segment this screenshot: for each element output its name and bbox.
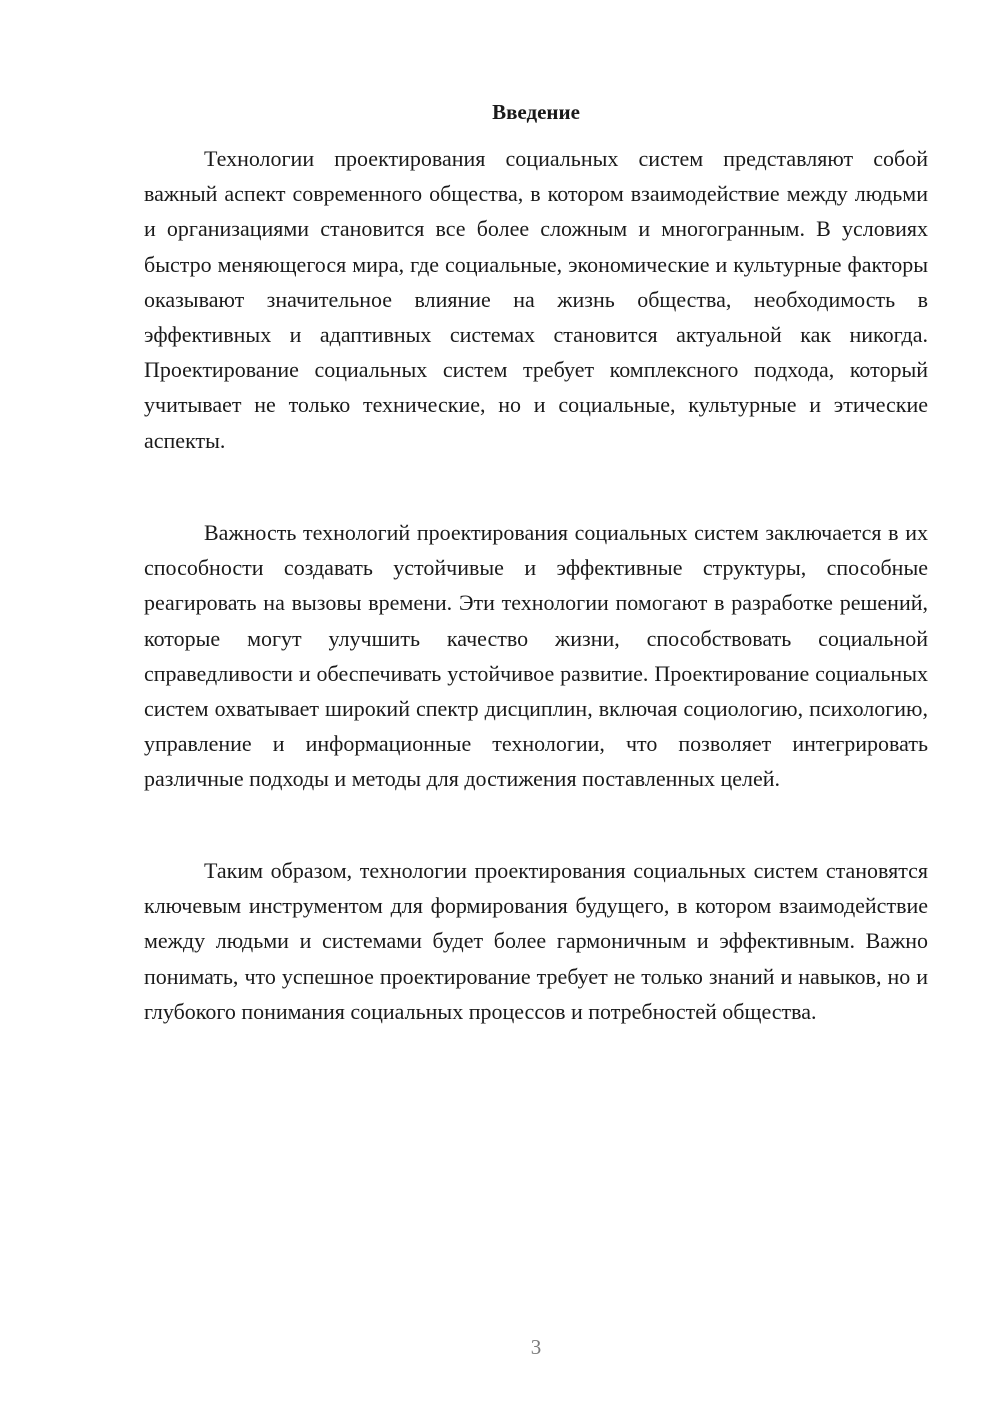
section-heading: Введение	[492, 100, 580, 124]
paragraph-1: Технологии проектирования социальных систем представляют собой важный аспект современного общества, в котором взаимодействие между людьми и организациями становится все более сложным и многогранным. В условиях быстро меняющегося мира, где социальные, экономические и культурные факторы оказывают значительное влияние на жизнь общества, необходимость в эффективных и адаптивных системах становится актуальной как никогда. Проектирование социальных систем требует комплексного подхода, который учитывает не только технические, но и социальные, культурные и этические аспекты.	[144, 146, 928, 453]
paragraph-3: Таким образом, технологии проектирования социальных систем становятся ключевым инструментом для формирования будущего, в котором взаимодействие между людьми и системами будет более гармоничным и эффективным. Важно понимать, что успешное проектирование требует не только знаний и навыков, но и глубокого понимания социальных процессов и потребностей общества.	[144, 858, 928, 1024]
page-number: 3	[530, 1335, 542, 1359]
paragraph-2: Важность технологий проектирования социальных систем заключается в их способности создавать устойчивые и эффективные структуры, способные реагировать на вызовы времени. Эти технологии помогают в разработке решений, которые могут улучшить качество жизни, способствовать социальной справедливости и обеспечивать устойчивое развитие. Проектирование социальных систем охватывает широкий спектр дисциплин, включая социологию, психологию, управление и информационные технологии, что позволяет интегрировать различные подходы и методы для достижения поставленных целей.	[144, 520, 928, 792]
